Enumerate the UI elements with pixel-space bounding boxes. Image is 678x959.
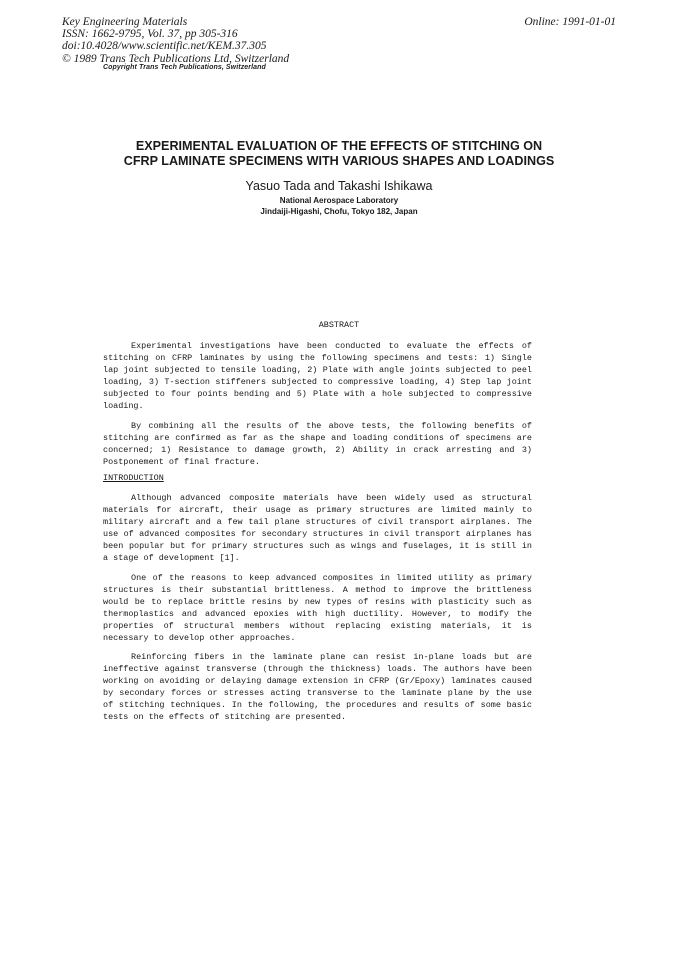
intro-paragraph-3 <box>103 651 532 723</box>
intro-paragraph-2 <box>103 572 532 644</box>
intro-paragraph-1 <box>103 492 532 564</box>
online-date: Online: 1991-01-01 <box>524 16 616 28</box>
publication-header <box>62 16 289 65</box>
intro-paragraph-1-text: Although advanced composite materials have been widely used as structural materials for aircraft, their usage as primary structures are limited mainly to military aircraft and a few tail plane structures of civil transport airplanes. The use of advanced composites for secondary structures in civil transport airplanes has been popular but for primary structures such as wings and fuselages, it is still in a stage of development [1]. <box>103 493 532 563</box>
abstract-paragraph-2 <box>103 420 532 468</box>
abstract-heading: ABSTRACT <box>318 320 360 330</box>
title-line-2: CFRP LAMINATE SPECIMENS WITH VARIOUS SHAPES AND LOADINGS <box>123 153 555 168</box>
title-line-1: EXPERIMENTAL EVALUATION OF THE EFFECTS OF STITCHING ON <box>135 139 543 153</box>
abstract-paragraph-1 <box>103 340 532 412</box>
paper-title <box>60 139 618 168</box>
affiliation-line-1: National Aerospace Laboratory <box>279 196 399 205</box>
abstract-paragraph-2-text: By combining all the results of the above tests, the following benefits of stitching are confirmed as far as the shape and loading conditions of specimens are concerned; 1) Resistance to damage growth, 2) Ability in crack arresting and 3) Postponement of final fracture. <box>103 421 532 467</box>
authors: Yasuo Tada and Takashi Ishikawa <box>245 179 433 193</box>
journal-name: Key Engineering Materials <box>62 16 188 28</box>
copyright-stamp: Copyright Trans Tech Publications, Switzerland <box>103 64 266 71</box>
copyright-line: © 1989 Trans Tech Publications Ltd, Switzerland <box>62 52 290 65</box>
abstract-paragraph-1-text: Experimental investigations have been conducted to evaluate the effects of stitching on CFRP laminates by using the following specimens and tests: 1) Single lap joint subjected to tensile loading, 2) Plate with angle joints subjected to peel loading, 3) T-section stiffeners subjected to compressive loading, 4) Step lap joint subjected to four points bending and 5) Plate with a hole subjected to compressive loading. <box>103 341 532 411</box>
intro-paragraph-3-text: Reinforcing fibers in the laminate plane can resist in-plane loads but are ineffective against transverse (through the thickness) loads. The authors have been working on avoiding or delaying damage extension in CFRP (Gr/Epoxy) laminates caused by secondary forces or stresses acting transverse to the laminate plane by the use of stitching techniques. In the following, the procedures and results of some basic tests on the effects of stitching are presented. <box>103 652 532 722</box>
intro-paragraph-2-text: One of the reasons to keep advanced composites in limited utility as primary structures is their substantial brittleness. A method to improve the brittleness would be to replace brittle resins by new types of resins with plasticity such as thermoplastics and advanced epoxies with high ductility. However, to modify the properties of structural members without replacing existing materials, it is necessary to develop other approaches. <box>103 573 532 643</box>
introduction-heading: INTRODUCTION <box>103 473 164 483</box>
doi-line: doi:10.4028/www.scientific.net/KEM.37.305 <box>62 40 267 53</box>
issn-line: ISSN: 1662-9795, Vol. 37, pp 305-316 <box>62 28 238 41</box>
affiliation-line-2: Jindaiji-Higashi, Chofu, Tokyo 182, Japan <box>260 207 418 216</box>
